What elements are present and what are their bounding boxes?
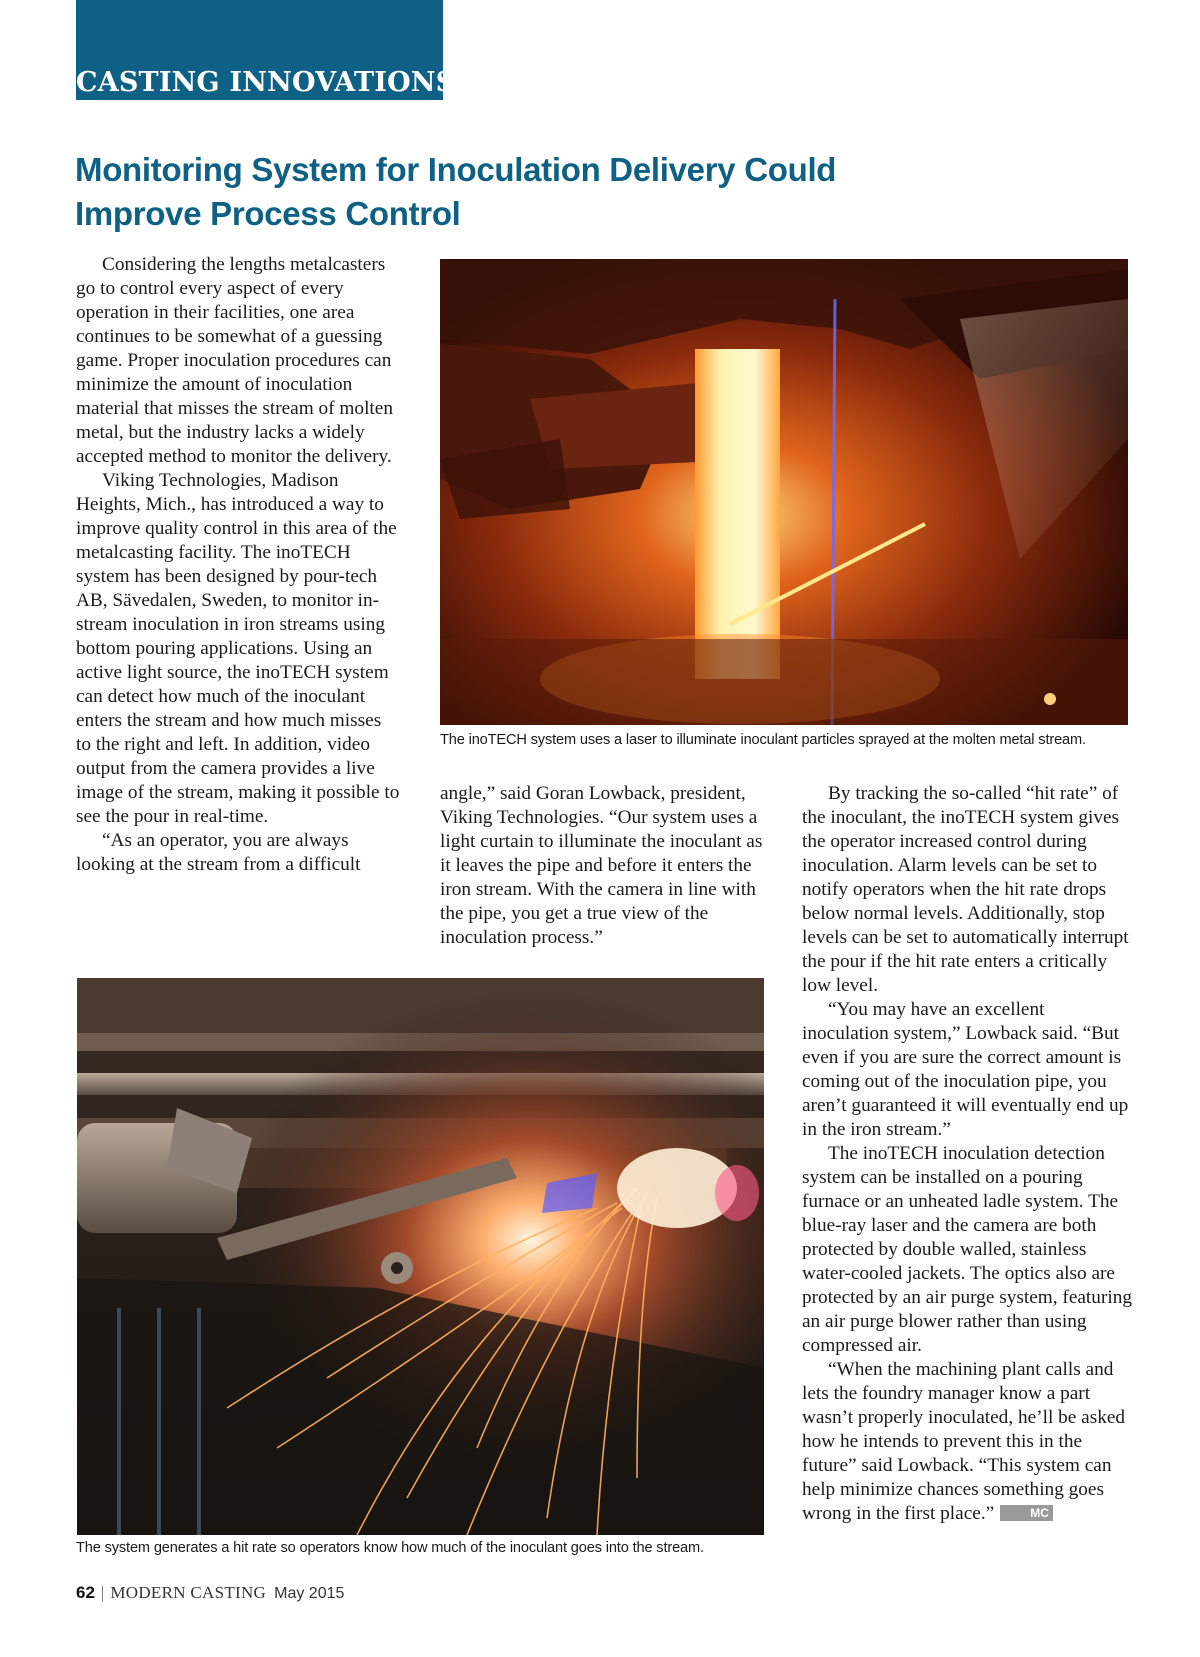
end-mark: MC (1000, 1505, 1053, 1521)
article-headline: Monitoring System for Inoculation Delivery Could Improve Process Control (75, 151, 837, 232)
paragraph: Viking Technologies, Madison Heights, Mich., has introduced a way to improve quality control in this area of the metalcasting facility. The inoTECH system has been designed by pour-tech AB, Sävedalen, Sweden, to monitor in-stream inoculation in iron streams using bottom pouring applications. Using an active light source, the inoTECH system can detect how much of the inoculant enters the stream and how much misses to the right and left. In addition, video output from the camera provides a live image of the stream, making it possible to see the pour in real-time. (76, 470, 400, 827)
article-column-2 (440, 782, 770, 950)
paragraph: Considering the lengths metalcasters go to control every aspect of every operation in their facilities, one area continues to be somewhat of a guessing game. Proper inoculation procedures can minimize the amount of inoculation material that misses the stream of molten metal, but the industry lacks a widely accepted method to monitor the delivery. (76, 254, 393, 467)
article-column-1 (76, 253, 401, 877)
article-column-3 (802, 782, 1132, 1526)
paragraph (802, 1358, 1132, 1526)
paragraph: “As an operator, you are always looking at the stream from a difficult (76, 830, 361, 875)
paragraph-text: “When the machining plant calls and lets the foundry manager know a part wasn’t properly inoculated, he’ll be asked how he intends to prevent this in the future” said Lowback. “This system can help minimize chances something goes wrong in the first place.” (802, 1359, 1126, 1524)
photo-laser-inoculation (440, 259, 1128, 725)
paragraph: “You may have an excellent inoculation system,” Lowback said. “But even if you are sure the correct amount is coming out of the inoculation pipe, you aren’t guaranteed it will eventually end up in the iron stream.” (802, 999, 1129, 1140)
page-footer (76, 1583, 344, 1603)
issue-date: May 2015 (274, 1585, 345, 1602)
page-number: 62 (76, 1583, 95, 1602)
magazine-name: MODERN CASTING (110, 1583, 267, 1602)
footer-separator: | (100, 1583, 105, 1602)
section-label: CASTING INNOVATIONS (76, 67, 456, 98)
photo-inoculation-equipment (77, 978, 764, 1535)
paragraph: By tracking the so-called “hit rate” of the inoculant, the inoTECH system gives the operator increased control during inoculation. Alarm levels can be set to notify operators when the hit rate drops below normal levels. Additionally, stop levels can be set to automatically interrupt the pour if the hit rate enters a critically low level. (802, 783, 1129, 996)
photo-caption: The inoTECH system uses a laser to illuminate inoculant particles sprayed at the molten metal stream. (440, 732, 1086, 748)
photo-caption: The system generates a hit rate so operators know how much of the inoculant goes into the stream. (76, 1540, 704, 1556)
section-tab (76, 0, 456, 100)
paragraph: angle,” said Goran Lowback, president, Viking Technologies. “Our system uses a light curtain to illuminate the inoculant as it leaves the pipe and before it enters the iron stream. With the camera in line with the pipe, you get a true view of the inoculation process.” (440, 783, 763, 948)
paragraph: The inoTECH inoculation detection system can be installed on a pouring furnace or an unheated ladle system. The blue-ray laser and the camera are both protected by double walled, stainless water-cooled jackets. The optics also are protected by an air purge system, featuring an air purge blower rather than using compressed air. (802, 1143, 1132, 1356)
